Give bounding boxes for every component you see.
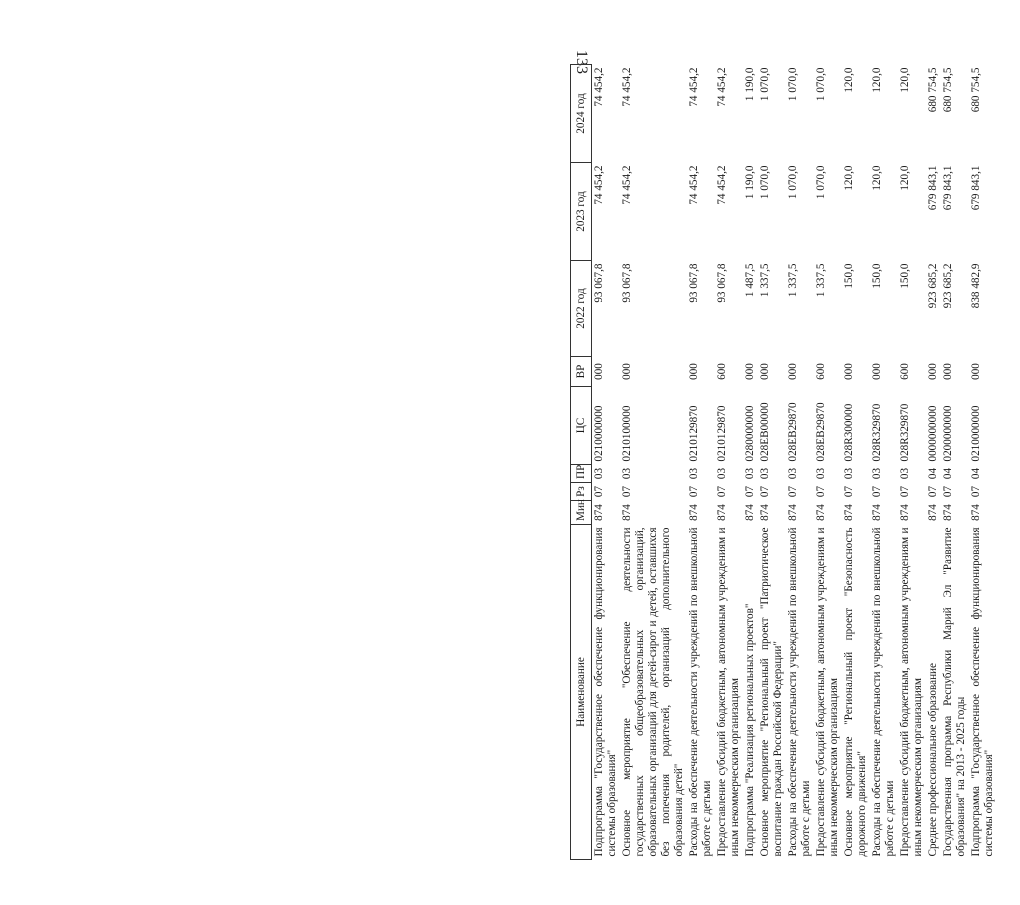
row-min: 874: [593, 504, 605, 521]
row-pr: 03: [621, 467, 633, 480]
row-name: Подпрограмма "Государственное обеспечение функционирования системы образования": [970, 527, 995, 857]
table-row: [786, 65, 814, 860]
row-min: 874: [688, 504, 700, 521]
header-pr: ПР: [571, 465, 592, 483]
row-vr: 000: [621, 363, 633, 380]
header-2024: 2024 год: [571, 65, 592, 163]
row-name: Предоставление субсидий бюджетным, автономным учреждениям и иным некоммерческим организациям: [815, 527, 840, 857]
table-row: [898, 65, 926, 860]
table-row: [592, 65, 621, 860]
row-name: Подпрограмма "Реализация региональных проектов": [744, 603, 756, 857]
row-2023: 74 454,2: [621, 165, 633, 205]
header-name: Наименование: [571, 525, 592, 860]
row-2023: 120,0: [843, 165, 855, 191]
row-vr: 000: [759, 363, 771, 380]
budget-table: [570, 64, 997, 860]
row-2024: 74 454,2: [688, 67, 700, 107]
row-cs: 0210000000: [970, 405, 982, 462]
row-vr: 000: [787, 363, 799, 380]
row-rz: 07: [716, 485, 728, 498]
row-2022: 838 482,9: [970, 263, 982, 309]
row-vr: 000: [927, 363, 939, 380]
row-rz: 07: [927, 485, 939, 498]
table-row: [715, 65, 743, 860]
row-2024: 1 190,0: [744, 67, 756, 102]
row-rz: 07: [744, 485, 756, 498]
table-row: [687, 65, 715, 860]
row-2022: 1 337,5: [787, 263, 799, 298]
row-min: 874: [621, 504, 633, 521]
row-2022: 150,0: [843, 263, 855, 289]
row-vr: 600: [899, 363, 911, 380]
row-name: Государственная программа Республики Марий Эл "Развитие образования" на 2013 - 2025 годы: [942, 527, 967, 857]
row-cs: 028EB00000: [759, 402, 771, 462]
row-2022: 93 067,8: [688, 263, 700, 303]
row-2023: 679 843,1: [927, 165, 939, 211]
row-2022: 93 067,8: [593, 263, 605, 303]
row-2023: 120,0: [871, 165, 883, 191]
row-rz: 07: [970, 485, 982, 498]
row-2024: 120,0: [871, 67, 883, 93]
row-2024: 1 070,0: [787, 67, 799, 102]
table-row: [870, 65, 898, 860]
row-cs: 0210000000: [593, 405, 605, 462]
row-cs: 028R329870: [899, 403, 911, 462]
row-pr: 04: [970, 467, 982, 480]
header-cs: ЦС: [571, 387, 592, 465]
header-vr: ВР: [571, 357, 592, 387]
row-2024: 680 754,5: [927, 67, 939, 113]
row-cs: 0280000000: [744, 405, 756, 462]
row-min: 874: [942, 504, 954, 521]
row-2022: 923 685,2: [927, 263, 939, 309]
row-pr: 03: [843, 467, 855, 480]
row-2023: 1 070,0: [815, 165, 827, 200]
row-name: Предоставление субсидий бюджетным, автономным учреждениям и иным некоммерческим организациям: [716, 527, 741, 857]
row-pr: 04: [927, 467, 939, 480]
row-rz: 07: [843, 485, 855, 498]
row-2022: 150,0: [899, 263, 911, 289]
row-2023: 120,0: [899, 165, 911, 191]
row-pr: 03: [716, 467, 728, 480]
row-2024: 120,0: [899, 67, 911, 93]
row-2024: 680 754,5: [970, 67, 982, 113]
header-rz: Рз: [571, 483, 592, 501]
row-rz: 07: [787, 485, 799, 498]
row-2023: 1 190,0: [744, 165, 756, 200]
row-rz: 07: [815, 485, 827, 498]
row-pr: 04: [942, 467, 954, 480]
row-vr: 000: [688, 363, 700, 380]
page-number: 133: [573, 50, 590, 74]
table-row: [941, 65, 969, 860]
row-vr: 600: [815, 363, 827, 380]
row-min: 874: [843, 504, 855, 521]
row-2023: 74 454,2: [593, 165, 605, 205]
row-rz: 07: [621, 485, 633, 498]
header-2023: 2023 год: [571, 163, 592, 261]
row-2023: 1 070,0: [759, 165, 771, 200]
row-2022: 1 337,5: [759, 263, 771, 298]
row-2024: 1 070,0: [815, 67, 827, 102]
row-pr: 03: [593, 467, 605, 480]
table-body: [592, 65, 998, 860]
row-name: Расходы на обеспечение деятельности учреждений по внешкольной работе с детьми: [787, 527, 812, 857]
row-name: Основное мероприятие "Региональный проект "Патриотическое воспитание граждан Российской Федерации": [759, 527, 784, 857]
row-pr: 03: [744, 467, 756, 480]
row-pr: 03: [899, 467, 911, 480]
row-2022: 923 685,2: [942, 263, 954, 309]
row-cs: 0210100000: [621, 405, 633, 462]
row-cs: 028EB29870: [787, 402, 799, 462]
row-min: 874: [716, 504, 728, 521]
row-2024: 74 454,2: [621, 67, 633, 107]
row-min: 874: [759, 504, 771, 521]
row-rz: 07: [759, 485, 771, 498]
table-row: [758, 65, 786, 860]
row-cs: 028EB29870: [815, 402, 827, 462]
row-cs: 0210129870: [688, 405, 700, 462]
row-2023: 1 070,0: [787, 165, 799, 200]
row-vr: 000: [593, 363, 605, 380]
row-2023: 679 843,1: [970, 165, 982, 211]
row-2023: 74 454,2: [716, 165, 728, 205]
row-name: Предоставление субсидий бюджетным, автономным учреждениям и иным некоммерческим организациям: [899, 527, 924, 857]
row-vr: 000: [843, 363, 855, 380]
row-vr: 600: [716, 363, 728, 380]
row-cs: 0210129870: [716, 405, 728, 462]
row-pr: 03: [688, 467, 700, 480]
row-pr: 03: [759, 467, 771, 480]
table-row: [620, 65, 687, 860]
row-2022: 1 487,5: [744, 263, 756, 298]
row-vr: 000: [970, 363, 982, 380]
row-min: 874: [899, 504, 911, 521]
row-min: 874: [871, 504, 883, 521]
row-2024: 74 454,2: [716, 67, 728, 107]
row-pr: 03: [871, 467, 883, 480]
row-name: Основное мероприятие "Обеспечение деятельности государственных общеобразовательных организаций, образовательных организаций для детей-сирот и детей, оставшихся без попечения родителей, организаций дополнительного образования детей": [621, 527, 685, 857]
row-name: Основное мероприятие "Региональный проект "Безопасность дорожного движения": [843, 527, 868, 857]
row-vr: 000: [744, 363, 756, 380]
row-cs: 0000000000: [927, 405, 939, 462]
row-2022: 93 067,8: [621, 263, 633, 303]
row-rz: 07: [688, 485, 700, 498]
row-min: 874: [787, 504, 799, 521]
header-min: Мин: [571, 501, 592, 525]
row-2024: 120,0: [843, 67, 855, 93]
row-min: 874: [927, 504, 939, 521]
row-rz: 07: [871, 485, 883, 498]
row-2022: 150,0: [871, 263, 883, 289]
table-row: [743, 65, 758, 860]
row-pr: 03: [815, 467, 827, 480]
row-min: 874: [970, 504, 982, 521]
row-vr: 000: [942, 363, 954, 380]
row-name: Расходы на обеспечение деятельности учреждений по внешкольной работе с детьми: [871, 527, 896, 857]
table-header-row: [571, 65, 592, 860]
row-2024: 1 070,0: [759, 67, 771, 102]
row-cs: 028R329870: [871, 403, 883, 462]
row-rz: 07: [899, 485, 911, 498]
row-2022: 93 067,8: [716, 263, 728, 303]
row-name: Подпрограмма "Государственное обеспечение функционирования системы образования": [593, 527, 618, 857]
row-min: 874: [815, 504, 827, 521]
row-name: Среднее профессиональное образование: [927, 662, 939, 857]
rotated-table-container: [570, 65, 1020, 860]
header-2022: 2022 год: [571, 261, 592, 357]
row-2022: 1 337,5: [815, 263, 827, 298]
row-vr: 000: [871, 363, 883, 380]
row-2023: 74 454,2: [688, 165, 700, 205]
row-cs: 0200000000: [942, 405, 954, 462]
row-name: Расходы на обеспечение деятельности учреждений по внешкольной работе с детьми: [688, 527, 713, 857]
row-pr: 03: [787, 467, 799, 480]
row-2023: 679 843,1: [942, 165, 954, 211]
table-row: [969, 65, 997, 860]
row-rz: 07: [942, 485, 954, 498]
table-row: [814, 65, 842, 860]
row-2024: 74 454,2: [593, 67, 605, 107]
row-rz: 07: [593, 485, 605, 498]
row-min: 874: [744, 504, 756, 521]
table-row: [842, 65, 870, 860]
row-2024: 680 754,5: [942, 67, 954, 113]
table-row: [926, 65, 941, 860]
row-cs: 028R300000: [843, 403, 855, 462]
